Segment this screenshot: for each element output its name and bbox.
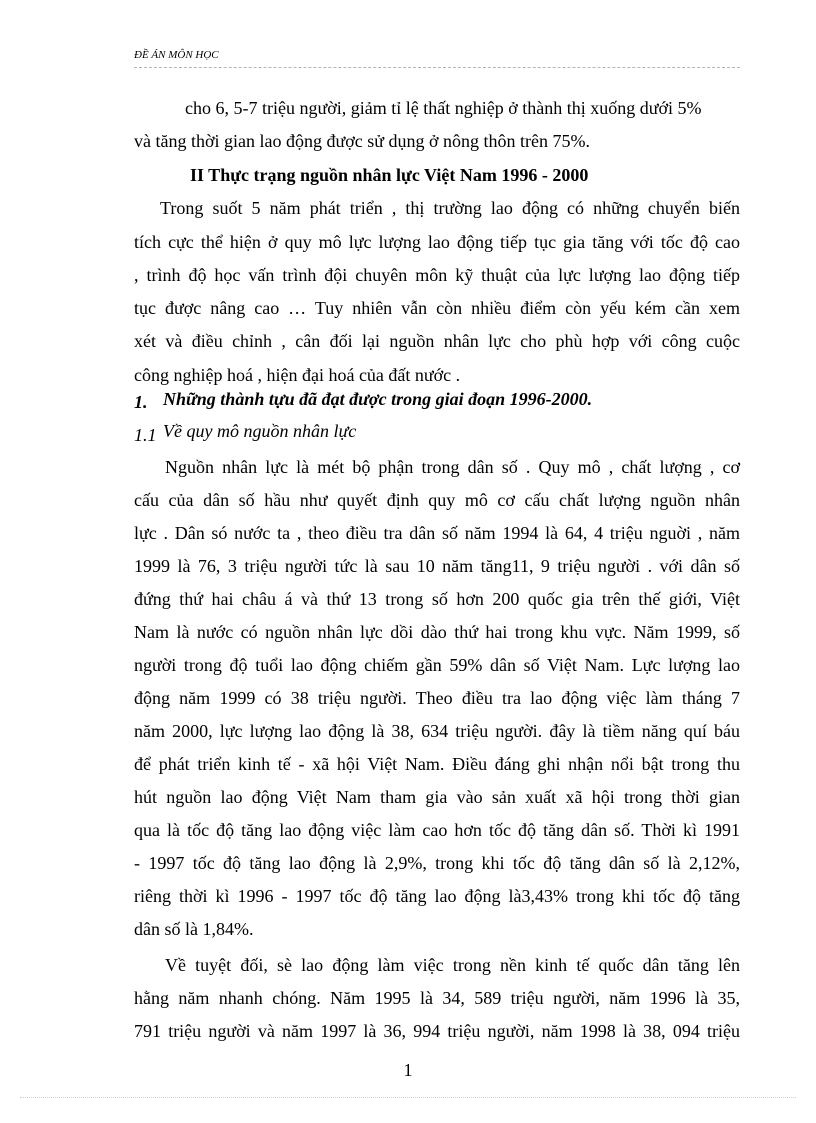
page-bottom-divider [20,1097,796,1098]
text-line: lực . Dân só nước ta , theo điều tra dân số năm 1994 là 64, 4 triệu nguời , năm [134,523,740,543]
text-line: 1999 là 76, 3 triệu người tức là sau 10 năm tăng11, 9 triệu người . với dân số [134,556,740,576]
text-line: hằng năm nhanh chóng. Năm 1995 là 34, 589 triệu người, năm 1996 là 35, [134,988,740,1008]
text-line: Về tuyệt đối, sè lao động làm việc trong nền kinh tế quốc dân tăng lên [165,955,740,975]
subsection-title: Về quy mô nguồn nhân lực [163,421,357,441]
text-line: cho 6, 5-7 triệu người, giảm tỉ lệ thất nghiệp ở thành thị xuống dưới 5% [185,98,702,118]
text-line: xét và điều chỉnh , cân đối lại nguồn nhân lực cho phù hợp với công cuộc [134,331,740,351]
section-title: Những thành tựu đã đạt được trong giai đoạn 1996-2000. [163,389,593,409]
text-line: cấu của dân số hầu như quyết định quy mô cơ cấu chất lượng nguồn nhân [134,490,740,510]
text-line: tục được nâng cao … Tuy nhiên vẫn còn nhiều điểm còn yếu kém cần xem [134,298,740,318]
section-number: 1. [134,392,148,412]
text-line: đứng thứ hai châu á và thứ 13 trong số hơn 200 quốc gia trên thế giới, Việt [134,589,740,609]
section-heading: II Thực trạng nguồn nhân lực Việt Nam 1996 - 2000 [190,165,589,185]
text-line: riêng thời kì 1996 - 1997 tốc độ tăng lao động là3,43% trong khi tốc độ tăng [134,886,740,906]
text-line: dân số là 1,84%. [134,919,254,939]
text-line: để phát triển kinh tế - xã hội Việt Nam. Điều đáng ghi nhận nổi bật trong thu [134,754,740,774]
text-line: công nghiệp hoá , hiện đại hoá của đất nước . [134,365,461,385]
text-line: Nguồn nhân lực là mét bộ phận trong dân số . Quy mô , chất lượng , cơ [165,457,740,477]
text-line: 791 triệu người và năm 1997 là 36, 994 triệu người, năm 1998 là 38, 094 triệu [134,1021,740,1041]
header-divider [134,67,740,68]
page-header: ĐỀ ÁN MÔN HỌC [134,49,219,61]
text-line: và tăng thời gian lao động được sử dụng ở nông thôn trên 75%. [134,131,591,151]
text-line: - 1997 tốc độ tăng lao động là 2,9%, trong khi tốc độ tăng dân số là 2,12%, [134,853,740,873]
text-line: tích cực thể hiện ở quy mô lực lượng lao động tiếp tục gia tăng với tốc độ cao [134,232,740,252]
text-line: , trình độ học vấn trình đội chuyên môn kỹ thuật của lực lượng lao động tiếp [134,265,740,285]
text-line: Trong suốt 5 năm phát triển , thị trường lao động có những chuyển biến [160,198,740,218]
text-line: người trong độ tuổi lao động chiếm gần 59% dân số Việt Nam. Lực lượng lao [134,655,740,675]
page-number: 1 [403,1060,413,1080]
text-line: qua là tốc độ tăng lao động việc làm cao hơn tốc độ tăng dân số. Thời kì 1991 [134,820,740,840]
text-line: động năm 1999 có 38 triệu người. Theo điều tra lao động việc làm tháng 7 [134,688,740,708]
text-line: Nam là nước có nguồn nhân lực dồi dào thứ hai trong khu vực. Năm 1999, số [134,622,740,642]
text-line: năm 2000, lực lượng lao động là 38, 634 triệu người. đây là tiềm năng quí báu [134,721,740,741]
text-line: hút nguồn lao động Việt Nam tham gia vào sản xuất xã hội trong thời gian [134,787,740,807]
subsection-number: 1.1 [134,425,157,445]
